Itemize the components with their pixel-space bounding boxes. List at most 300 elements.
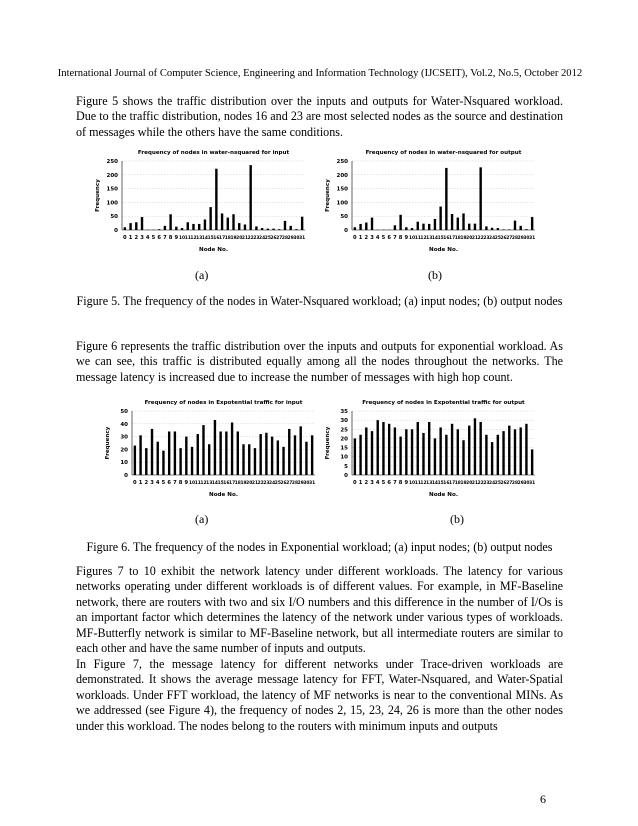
x-tick-label: 21 [471, 481, 479, 486]
bar-node-16 [445, 168, 447, 230]
bar-node-3 [371, 431, 373, 475]
bar-node-25 [497, 435, 499, 475]
bar-node-7 [164, 226, 166, 230]
x-tick-label: 9 [404, 480, 409, 486]
x-tick-label: 13 [426, 481, 433, 486]
x-tick-label: 0 [353, 480, 357, 486]
bar-node-29 [520, 226, 522, 230]
y-tick-label: 30 [340, 418, 348, 425]
x-tick-label: 7 [173, 480, 177, 486]
bar-node-19 [462, 440, 464, 475]
bar-node-6 [158, 229, 160, 230]
bar-node-0 [354, 438, 356, 475]
x-tick-label: 11 [414, 481, 421, 486]
x-tick-label: 14 [431, 236, 438, 241]
bar-node-10 [411, 429, 413, 475]
x-tick-label: 8 [398, 480, 403, 486]
x-axis-label: Node No. [209, 492, 238, 498]
bar-node-27 [288, 429, 290, 475]
bar-node-3 [151, 429, 153, 475]
x-tick-label: 1 [128, 235, 133, 241]
paragraph-text: Figure 6 represents the traffic distribution over the inputs and outputs for exponential workload. As we can see, this traffic is distributed equally among all the nodes throughout the networks. The message latency is increased due to increase the number of messages with high hop count. [76, 339, 563, 384]
x-tick-label: 5 [381, 235, 386, 241]
bar-node-23 [485, 226, 487, 230]
x-tick-label: 28 [291, 481, 299, 486]
bar-node-22 [479, 167, 481, 230]
x-tick-label: 5 [151, 235, 156, 241]
bar-node-26 [282, 447, 284, 475]
bar-node-9 [175, 227, 177, 230]
chart-exponential-input [95, 395, 325, 505]
y-tick-label: 10 [120, 460, 128, 467]
x-axis-label: Node No. [429, 247, 458, 253]
figure-6-caption: Figure 6. The frequency of the nodes in Exponential workload; (a) input nodes; (b) output nodes [86, 540, 553, 554]
bar-node-28 [284, 221, 286, 230]
bar-node-28 [294, 435, 296, 475]
x-tick-label: 16 [223, 481, 230, 486]
y-tick-label: 35 [340, 409, 348, 415]
y-tick-label: 50 [340, 214, 348, 221]
y-tick-label: 150 [336, 186, 348, 193]
bar-node-30 [525, 424, 527, 475]
x-tick-label: 26 [500, 236, 507, 241]
x-tick-label: 15 [207, 236, 214, 241]
y-tick-label: 250 [106, 159, 118, 165]
bar-node-14 [434, 219, 436, 230]
x-tick-label: 14 [201, 236, 208, 241]
running-header: International Journal of Computer Science, Engineering and Information Technology (IJCSEIT), Vol.2, No.5, October 2012 [57, 68, 583, 79]
bar-node-15 [209, 207, 211, 230]
bar-node-11 [417, 222, 419, 230]
x-tick-label: 0 [133, 480, 137, 486]
x-tick-label: 27 [506, 236, 513, 241]
x-tick-label: 3 [150, 480, 154, 486]
bar-node-28 [514, 429, 516, 475]
chart-title: Frequency of nodes in water-nsquared for input [137, 150, 290, 156]
x-tick-label: 18 [454, 236, 461, 241]
x-tick-label: 8 [398, 235, 403, 241]
x-tick-label: 25 [494, 481, 501, 486]
bar-node-14 [434, 438, 436, 475]
x-tick-label: 25 [274, 481, 281, 486]
x-tick-label: 24 [489, 236, 496, 241]
bar-node-16 [445, 435, 447, 475]
bar-node-26 [502, 229, 504, 230]
bar-node-13 [428, 224, 430, 230]
x-tick-label: 26 [280, 481, 287, 486]
x-tick-label: 12 [200, 481, 207, 486]
bar-node-20 [468, 426, 470, 475]
x-tick-label: 28 [281, 236, 289, 241]
figure-5-caption: Figure 5. The frequency of the nodes in Water-Nsquared workload; (a) input nodes; (b) output nodes [76, 294, 563, 308]
x-tick-label: 4 [375, 480, 380, 486]
bar-node-15 [439, 207, 441, 230]
x-tick-label: 14 [431, 481, 438, 486]
x-axis-label: Node No. [429, 492, 458, 498]
y-tick-label: 25 [340, 427, 348, 434]
x-tick-label: 25 [264, 236, 271, 241]
bar-node-15 [439, 427, 441, 475]
bar-node-2 [365, 427, 367, 475]
bar-node-12 [422, 433, 424, 475]
bar-node-11 [197, 434, 199, 475]
bar-node-25 [497, 228, 499, 230]
x-tick-label: 18 [234, 481, 241, 486]
x-tick-label: 21 [471, 236, 479, 241]
paragraph-figure7 [76, 657, 563, 734]
bar-node-29 [520, 427, 522, 475]
bar-node-0 [124, 227, 126, 230]
x-tick-label: 31 [309, 481, 316, 486]
y-axis-label: Frequency [95, 179, 101, 212]
bar-node-7 [174, 431, 176, 475]
bar-node-2 [145, 448, 147, 475]
y-axis-label: Frequency [325, 179, 331, 212]
bar-node-20 [468, 224, 470, 230]
bar-node-8 [169, 214, 171, 230]
bar-node-26 [272, 229, 274, 230]
bar-node-11 [417, 422, 419, 475]
x-tick-label: 15 [217, 481, 224, 486]
x-tick-label: 29 [297, 481, 304, 486]
x-tick-label: 17 [219, 236, 226, 241]
x-tick-label: 13 [426, 236, 433, 241]
x-tick-label: 0 [123, 235, 127, 241]
x-tick-label: 18 [224, 236, 231, 241]
x-tick-label: 22 [477, 236, 484, 241]
x-tick-label: 16 [443, 481, 450, 486]
x-tick-label: 30 [293, 236, 300, 241]
bar-node-15 [219, 431, 221, 475]
chart-title: Frequency of nodes in Expotential traffic for output [362, 400, 525, 406]
bar-node-22 [249, 165, 251, 230]
y-tick-label: 10 [340, 454, 348, 461]
x-tick-label: 24 [259, 236, 266, 241]
bar-node-23 [485, 435, 487, 475]
x-tick-label: 9 [404, 235, 409, 241]
x-tick-label: 25 [494, 236, 501, 241]
x-tick-label: 22 [247, 236, 254, 241]
bar-node-29 [290, 226, 292, 230]
x-tick-label: 30 [303, 481, 310, 486]
bar-node-8 [399, 215, 401, 230]
x-tick-label: 13 [196, 236, 203, 241]
bar-node-5 [382, 422, 384, 475]
y-tick-label: 250 [336, 159, 348, 165]
y-tick-label: 100 [106, 200, 118, 207]
x-tick-label: 3 [140, 235, 144, 241]
bar-node-27 [508, 426, 510, 475]
x-tick-label: 2 [144, 480, 149, 486]
y-tick-label: 0 [124, 473, 128, 479]
x-tick-label: 26 [270, 236, 277, 241]
bar-node-2 [365, 223, 367, 230]
x-tick-label: 17 [449, 481, 456, 486]
bar-node-18 [227, 218, 229, 230]
x-tick-label: 5 [161, 480, 166, 486]
x-tick-label: 8 [168, 235, 173, 241]
bar-node-19 [242, 444, 244, 475]
x-tick-label: 3 [370, 235, 374, 241]
paragraph-latency [76, 564, 563, 656]
bar-node-21 [474, 418, 476, 475]
y-tick-label: 150 [106, 186, 118, 193]
y-tick-label: 20 [120, 447, 128, 454]
x-tick-label: 12 [420, 236, 427, 241]
bar-node-0 [354, 227, 356, 230]
x-tick-label: 31 [299, 236, 306, 241]
bar-node-9 [185, 437, 187, 475]
paragraph-fig5-intro [76, 94, 563, 140]
subfigure-label-b: (b) [450, 512, 464, 526]
x-tick-label: 4 [155, 480, 160, 486]
paragraph-fig6-intro [76, 339, 563, 385]
bar-node-3 [371, 218, 373, 230]
y-tick-label: 200 [106, 172, 118, 179]
x-tick-label: 27 [506, 481, 513, 486]
bar-node-12 [202, 425, 204, 475]
chart-water-output [315, 145, 545, 260]
x-tick-label: 29 [517, 236, 524, 241]
x-axis-label: Node No. [199, 247, 228, 253]
y-tick-label: 5 [344, 463, 348, 470]
bar-node-16 [225, 431, 227, 475]
subfigure-label-a: (a) [195, 512, 209, 526]
y-tick-label: 0 [114, 228, 118, 234]
x-tick-label: 17 [449, 236, 456, 241]
bar-node-1 [139, 435, 141, 475]
bar-node-8 [399, 437, 401, 475]
x-tick-label: 6 [167, 480, 171, 486]
bar-node-12 [192, 224, 194, 230]
x-tick-label: 19 [460, 481, 467, 486]
chart-title: Frequency of nodes in water-nsquared for output [365, 150, 522, 156]
x-tick-label: 28 [511, 481, 519, 486]
bar-node-13 [198, 224, 200, 230]
bar-node-3 [141, 217, 143, 230]
bar-node-17 [221, 213, 223, 230]
bar-node-12 [422, 224, 424, 230]
bar-node-17 [451, 214, 453, 230]
x-tick-label: 13 [206, 481, 213, 486]
x-tick-label: 19 [460, 236, 467, 241]
paragraph-text: Figure 5 shows the traffic distribution over the inputs and outputs for Water-Nsquared workload. Due to the traffic distribution, nodes 16 and 23 are most selected nodes as the source and destination of messages while the others have the same conditions. [76, 94, 563, 139]
bar-node-6 [388, 424, 390, 475]
y-tick-label: 0 [344, 473, 348, 479]
x-tick-label: 23 [253, 236, 260, 241]
bar-node-22 [259, 434, 261, 475]
y-tick-label: 20 [340, 436, 348, 443]
bar-node-24 [271, 437, 273, 475]
x-tick-label: 20 [236, 236, 243, 241]
x-tick-label: 16 [443, 236, 450, 241]
x-tick-label: 27 [286, 481, 293, 486]
bar-node-6 [168, 431, 170, 475]
y-tick-label: 50 [110, 214, 118, 221]
bar-node-10 [191, 447, 193, 475]
bar-node-20 [238, 223, 240, 230]
bar-node-18 [237, 431, 239, 475]
x-tick-label: 10 [408, 236, 416, 241]
x-tick-label: 2 [364, 480, 369, 486]
bar-node-10 [411, 228, 413, 230]
bar-node-14 [204, 220, 206, 230]
x-tick-label: 17 [229, 481, 236, 486]
bar-node-21 [244, 224, 246, 230]
x-tick-label: 7 [393, 235, 397, 241]
x-tick-label: 5 [381, 480, 386, 486]
y-axis-label: Frequency [105, 426, 111, 460]
bar-node-17 [451, 424, 453, 475]
bar-node-23 [265, 433, 267, 475]
x-tick-label: 1 [138, 480, 143, 486]
x-tick-label: 30 [523, 481, 530, 486]
x-tick-label: 6 [387, 480, 391, 486]
y-tick-label: 50 [120, 409, 128, 415]
chart-exponential-output [315, 395, 545, 505]
x-tick-label: 7 [163, 235, 167, 241]
x-tick-label: 29 [517, 481, 524, 486]
x-tick-label: 29 [287, 236, 294, 241]
bar-node-10 [181, 228, 183, 230]
x-tick-label: 26 [500, 481, 507, 486]
bar-node-21 [474, 224, 476, 230]
x-tick-label: 12 [420, 481, 427, 486]
bar-node-29 [300, 426, 302, 475]
x-tick-label: 18 [454, 481, 461, 486]
bar-node-0 [134, 446, 136, 475]
bar-node-1 [359, 224, 361, 230]
x-tick-label: 23 [483, 481, 490, 486]
bar-node-14 [214, 420, 216, 475]
bar-node-7 [394, 225, 396, 230]
bar-node-22 [479, 422, 481, 475]
x-tick-label: 22 [257, 481, 264, 486]
x-tick-label: 4 [375, 235, 380, 241]
bar-node-13 [428, 422, 430, 475]
subfigure-label-a: (a) [195, 268, 209, 282]
bar-node-4 [377, 420, 379, 475]
x-tick-label: 20 [466, 236, 473, 241]
x-tick-label: 14 [211, 481, 218, 486]
x-tick-label: 20 [246, 481, 253, 486]
y-tick-label: 40 [120, 421, 128, 428]
y-tick-label: 100 [336, 200, 348, 207]
x-tick-label: 11 [184, 236, 191, 241]
bar-node-13 [208, 444, 210, 475]
bar-node-17 [231, 423, 233, 475]
x-tick-label: 19 [230, 236, 237, 241]
bar-node-23 [255, 226, 257, 230]
bar-node-9 [405, 429, 407, 475]
x-tick-label: 9 [174, 235, 179, 241]
bar-node-26 [502, 431, 504, 475]
bar-node-2 [135, 222, 137, 230]
y-axis-label: Frequency [325, 426, 331, 460]
bar-node-18 [457, 218, 459, 230]
bar-node-7 [394, 427, 396, 475]
bar-node-31 [311, 435, 313, 475]
bar-node-31 [531, 217, 533, 230]
x-tick-label: 1 [358, 235, 363, 241]
x-tick-label: 1 [358, 480, 363, 486]
y-tick-label: 0 [344, 228, 348, 234]
page-number: 6 [540, 792, 546, 806]
bar-node-20 [248, 444, 250, 475]
y-tick-label: 15 [340, 445, 348, 452]
bar-node-27 [278, 229, 280, 230]
x-tick-label: 3 [370, 480, 374, 486]
x-tick-label: 15 [437, 481, 444, 486]
x-tick-label: 11 [414, 236, 421, 241]
x-tick-label: 21 [251, 481, 259, 486]
x-tick-label: 21 [241, 236, 249, 241]
y-tick-label: 200 [336, 172, 348, 179]
bar-node-1 [359, 435, 361, 475]
bar-node-21 [254, 448, 256, 475]
x-tick-label: 6 [387, 235, 391, 241]
bar-node-19 [462, 213, 464, 230]
bar-node-31 [531, 449, 533, 475]
x-tick-label: 2 [364, 235, 369, 241]
x-tick-label: 7 [393, 480, 397, 486]
x-tick-label: 23 [483, 236, 490, 241]
bar-node-8 [179, 448, 181, 475]
x-tick-label: 16 [213, 236, 220, 241]
subfigure-label-b: (b) [428, 268, 442, 282]
bar-node-9 [405, 227, 407, 230]
x-tick-label: 27 [276, 236, 283, 241]
chart-title: Frequency of nodes in Expotential traffic for input [144, 400, 303, 406]
x-tick-label: 15 [437, 236, 444, 241]
x-tick-label: 20 [466, 481, 473, 486]
bar-node-30 [295, 229, 297, 230]
bar-node-18 [457, 429, 459, 475]
x-tick-label: 9 [184, 480, 189, 486]
x-tick-label: 31 [529, 236, 536, 241]
y-tick-label: 30 [120, 434, 128, 441]
x-tick-label: 23 [263, 481, 270, 486]
bar-node-11 [187, 222, 189, 230]
x-tick-label: 0 [353, 235, 357, 241]
x-tick-label: 22 [477, 481, 484, 486]
bar-node-24 [491, 442, 493, 475]
bar-node-1 [129, 223, 131, 230]
bar-node-24 [261, 228, 263, 230]
paragraph-text: Figures 7 to 10 exhibit the network latency under different workloads. The latency for various networks operating under different workloads is of different values. For example, in MF-Baseline network, there are routers with two and six I/O numbers and this difference in the number of I/Os is an important factor which determines the latency of the network under various types of workloads. MF-Butterfly network is similar to MF-Baseline network, but all intermediate routers are similar to each other and have the same number of inputs and outputs. [76, 564, 563, 656]
x-tick-label: 24 [489, 481, 496, 486]
paragraph-text: In Figure 7, the message latency for different networks under Trace-driven workloads are demonstrated. It shows the average message latency for FFT, Water-Nsquared, and Water-Spatial workloads. Under FFT workload, the latency of MF networks is near to the conventional MINs. As we addressed (see Figure 4), the frequency of nodes 2, 15, 23, 24, 26 is more than the other nodes under this workload. The nodes belong to the routers with minimum inputs and outputs [76, 657, 563, 733]
x-tick-label: 11 [194, 481, 201, 486]
bar-node-30 [525, 229, 527, 230]
bar-node-4 [157, 442, 159, 475]
chart-water-input [85, 145, 315, 260]
x-tick-label: 12 [190, 236, 197, 241]
bar-node-31 [301, 217, 303, 230]
bar-node-28 [514, 221, 516, 230]
bar-node-5 [162, 451, 164, 475]
x-tick-label: 10 [408, 481, 416, 486]
x-tick-label: 8 [178, 480, 183, 486]
x-tick-label: 30 [523, 236, 530, 241]
x-tick-label: 28 [511, 236, 519, 241]
bar-node-24 [491, 228, 493, 230]
x-tick-label: 4 [145, 235, 150, 241]
bar-node-16 [215, 169, 217, 230]
bar-node-25 [277, 440, 279, 475]
bar-node-19 [232, 214, 234, 230]
x-tick-label: 10 [188, 481, 196, 486]
